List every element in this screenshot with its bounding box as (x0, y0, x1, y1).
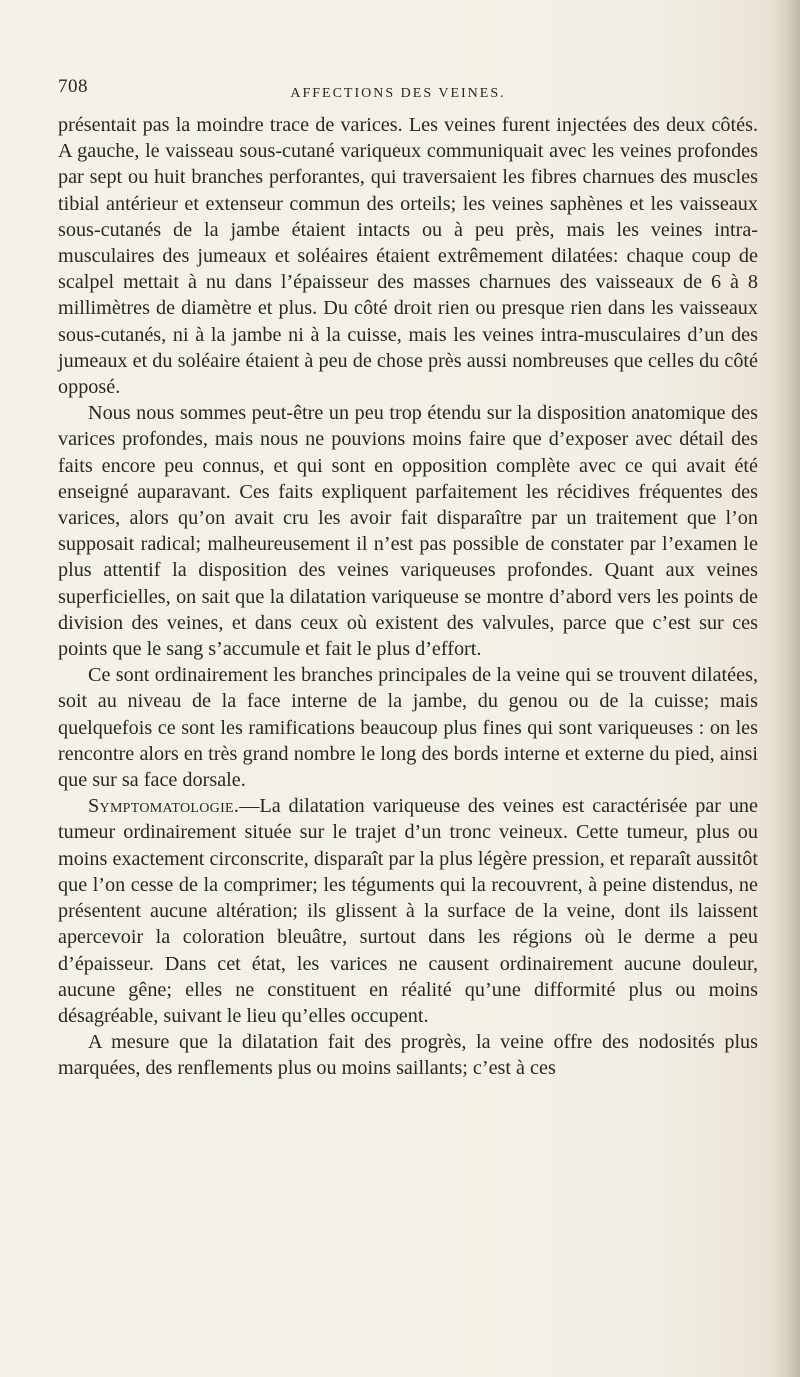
paragraph (58, 662, 758, 793)
paragraph-symptomatologie (58, 793, 758, 1029)
paragraph-text: Nous nous sommes peut-être un peu trop étendu sur la disposition anatomique des varices profondes, mais nous ne pouvions moins faire que d’exposer avec détail des faits encore peu connus, et qui sont en opposition complète avec ce qui avait été enseigné auparavant. Ces faits expliquent parfaitement les récidives fréquentes des varices, alors qu’on avait cru les avoir fait disparaître par un traitement que l’on supposait radical; malheureusement il n’est pas possible de constater par l’examen le plus attentif la disposition des veines variqueuses profondes. Quant aux veines superficielles, on sait que la dilatation variqueuse se montre d’abord vers les points de division des veines, et dans ceux où existent des valvules, parce que c’est sur ces points que le sang s’accumule et fait le plus d’effort. (58, 402, 758, 661)
running-head (58, 76, 758, 102)
page-edge-shadow (770, 0, 800, 1377)
section-heading: Symptomatologie. (88, 795, 240, 818)
paragraph-text: A mesure que la dilatation fait des progrès, la veine offre des nodosités plus marquées, des renflements plus ou moins saillants; c’est à ces (58, 1031, 758, 1080)
paragraph (58, 1029, 758, 1081)
running-title: AFFECTIONS DES VEINES. (290, 86, 506, 101)
paragraph-text: présentait pas la moindre trace de varices. Les veines furent injectées des deux côtés. A gauche, le vaisseau sous-cutané variqueux communiquait avec les veines profondes par sept ou huit branches perforantes, qui traversaient les fibres charnues des muscles tibial antérieur et extenseur commun des orteils; les veines saphènes et les vaisseaux sous-cutanés de la jambe étaient intacts ou à peu près, mais les veines intra-musculaires des jumeaux et soléaires étaient extrêmement dilatées: chaque coup de scalpel mettait à nu dans l’épaisseur des masses charnues des vaisseaux de 6 à 8 millimètres de diamètre et plus. Du côté droit rien ou presque rien dans les vaisseaux sous-cutanés, ni à la jambe ni à la cuisse, mais les veines intra-musculaires d’un des jumeaux et du soléaire étaient à peu de chose près aussi nombreuses que celles du côté opposé. (58, 114, 758, 399)
body-text (58, 112, 758, 1082)
paragraph (58, 400, 758, 662)
paragraph-continued (58, 112, 758, 400)
paragraph-text: Ce sont ordinairement les branches principales de la veine qui se trouvent dilatées, soit au niveau de la face interne de la jambe, du genou ou de la cuisse; mais quelquefois ce sont les ramifications beaucoup plus fines qui sont variqueuses : on les rencontre alors en très grand nombre le long des bords interne et externe du pied, ainsi que sur sa face dorsale. (58, 664, 758, 792)
page-number: 708 (58, 76, 88, 97)
paragraph-text: —La dilatation variqueuse des veines est caractérisée par une tumeur ordinairement située sur le trajet d’un tronc veineux. Cette tumeur, plus ou moins exactement circonscrite, disparaît par la plus légère pression, et reparaît aussitôt que l’on cesse de la comprimer; les téguments qui la recouvrent, à peine distendus, ne présentent aucune altération; ils glissent à la surface de la veine, dont ils laissent apercevoir la coloration bleuâtre, surtout dans les régions où le derme a peu d’épaisseur. Dans cet état, les varices ne causent ordinairement aucune douleur, aucune gêne; elles ne constituent en réalité qu’une difformité plus ou moins désagréable, suivant le lieu qu’elles occupent. (58, 795, 758, 1027)
